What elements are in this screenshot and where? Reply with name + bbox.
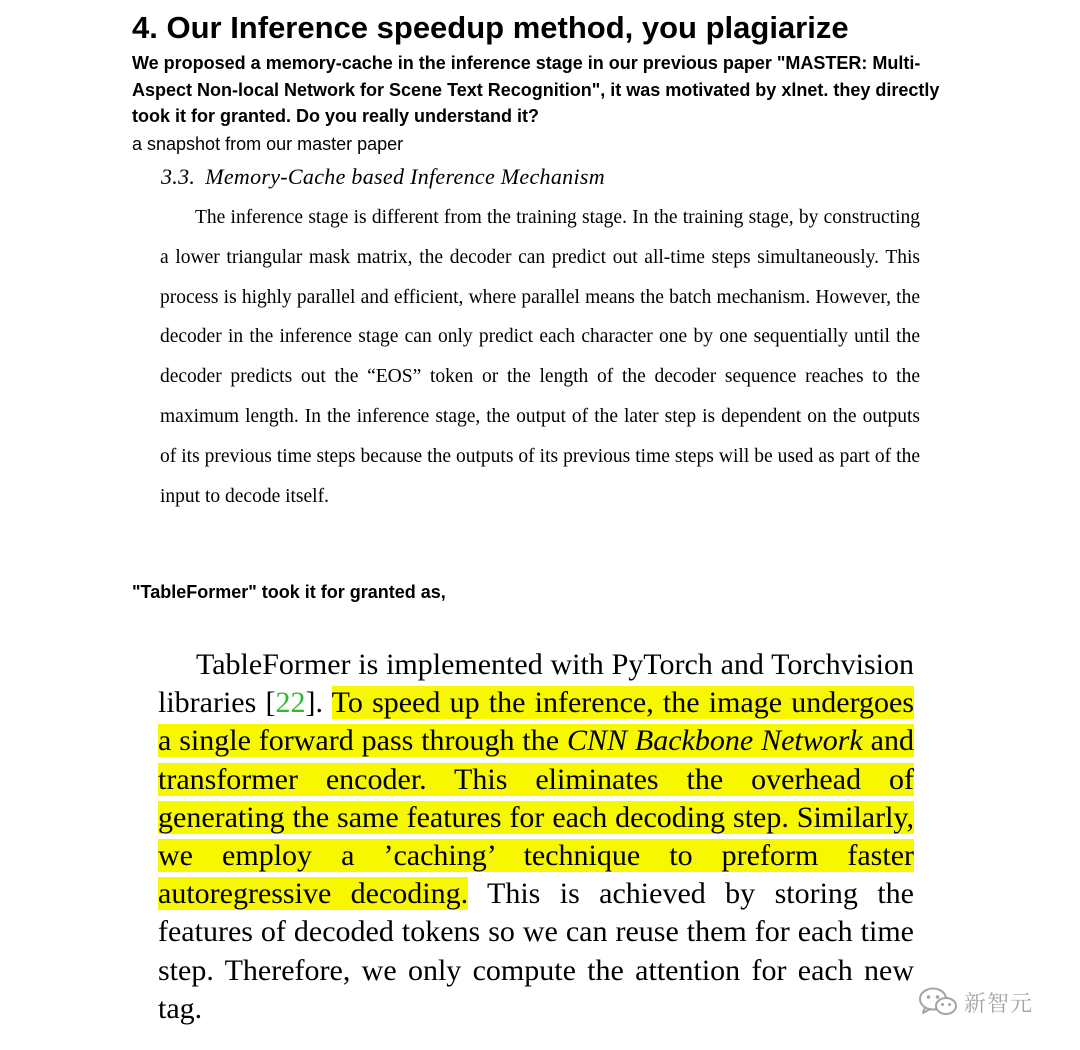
tableformer-quote-text: This is achieved by storing the features of decoded tokens so we can reuse them for each time step. Therefore, we only compute the attention for each new tag. (158, 877, 914, 1025)
section-title: 4. Our Inference speedup method, you plagiarize (132, 10, 849, 45)
watermark-text: 新智元 (964, 991, 1034, 1017)
snapshot-caption: a snapshot from our master paper (132, 134, 404, 154)
highlighted-text: To speed up the inference, the image undergoes a single forward pass through the (158, 686, 915, 758)
watermark (918, 982, 1033, 1022)
tableformer-caption: "TableFormer" took it for granted as, (132, 582, 446, 602)
master-excerpt-heading-text: Memory-Cache based Inference Mechanism (205, 164, 605, 189)
master-excerpt-heading-number: 3.3. (161, 164, 196, 189)
highlighted-italic-text: CNN Backbone Network (566, 724, 863, 758)
citation-link[interactable]: 22 (275, 686, 306, 720)
tableformer-quote-text: ]. (305, 686, 332, 720)
highlighted-text: and transformer encoder. This eliminates the overhead of generating the same features for each decoding step. Similarly, we employ a ’caching’ technique to preform faster autoregressive decoding. (158, 724, 914, 911)
tableformer-quote-text: TableFormer is implemented with PyTorch and Torchvision libraries [ (158, 648, 914, 720)
master-excerpt-heading (161, 162, 605, 192)
intro-paragraph: We proposed a memory-cache in the inference stage in our previous paper "MASTER: Multi-Aspect Non-local Network for Scene Text Recognition", it was motivated by xlnet. they directly took it for granted. Do you really understand it? (132, 53, 940, 126)
tableformer-quote (158, 646, 914, 1028)
wechat-icon (918, 986, 958, 1018)
master-excerpt-body: The inference stage is different from the training stage. In the training stage, by constructing a lower triangular mask matrix, the decoder can predict out all-time steps simultaneously. This process is highly parallel and efficient, where parallel means the batch mechanism. However, the decoder in the inference stage can only predict each character one by one sequentially until the decoder predicts out the “EOS” token or the length of the decoder sequence reaches to the maximum length. In the inference stage, the output of the later step is dependent on the outputs of its previous time steps because the outputs of its previous time steps will be used as part of the input to decode itself. (160, 207, 920, 507)
